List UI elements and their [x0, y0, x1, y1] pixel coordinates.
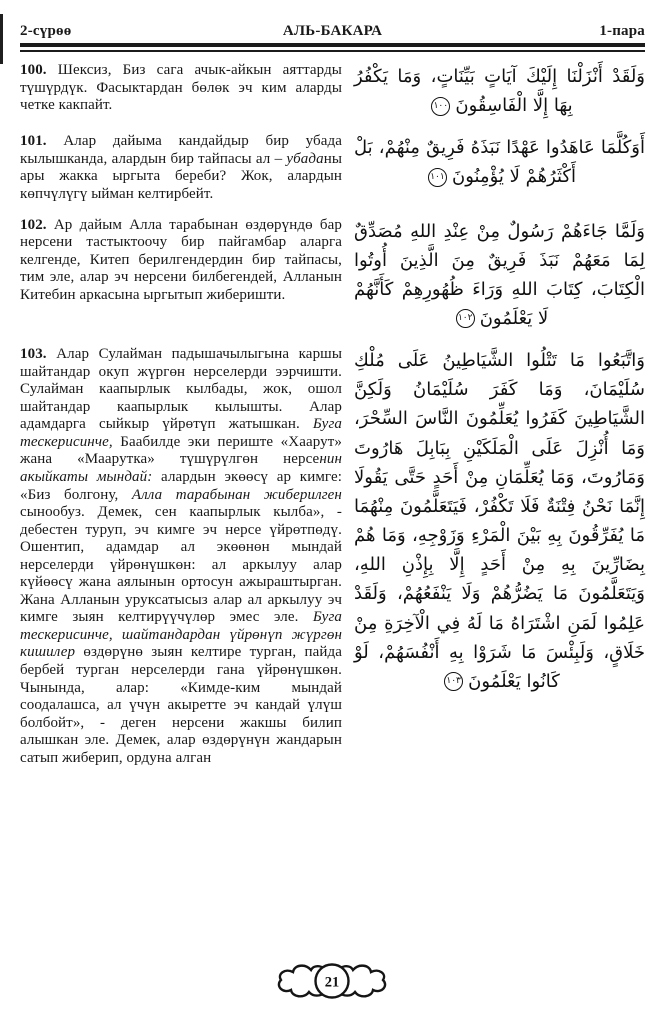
para-number-label: 1-пара	[599, 23, 645, 39]
verse-number: 103.	[20, 346, 47, 363]
page-footer	[270, 960, 394, 1007]
kyrgyz-translation-paragraph	[20, 217, 342, 305]
verse-row	[20, 217, 645, 334]
verse-row	[20, 62, 645, 120]
kyrgyz-segment: сынообуз. Демек, сен каапырлык кылба», - дебестен туруп, эч кимге эч нерсе үйрөтпөдү. Ошентип, адамдар ал экөөнөн мындай нерселерди үйрөнүшкөн: ал аркылуу алар күйөөсү жана аялынын ортосун ажыраштырган. Жана Алланын уруксатысыз алар ал аркылуу эч кимге зыян келтирүүчүлөр эмес эле.	[20, 504, 342, 626]
kyrgyz-translation-paragraph	[20, 133, 342, 203]
arabic-verse-paragraph	[354, 346, 645, 696]
arabic-text: وَلَمَّا جَاءَهُمْ رَسُولٌ مِنْ عِنْدِ اللهِ مُصَدِّقٌ لِمَا مَعَهُمْ نَبَذَ فَرِيقٌ مِنَ الَّذِينَ أُوتُوا الْكِتَابَ، كِتَابَ اللهِ وَرَاءَ ظُهُورِهِمْ كَأَنَّهُمْ لَا يَعْلَمُونَ	[354, 220, 645, 329]
arabic-text: وَاتَّبَعُوا مَا تَتْلُوا الشَّيَاطِينُ عَلَى مُلْكِ سُلَيْمَانَ، وَمَا كَفَرَ سُلَيْمَانُ وَلَكِنَّ الشَّيَاطِينَ كَفَرُوا يُعَلِّمُونَ النَّاسَ السِّحْرَ، وَمَا أُنْزِلَ عَلَى الْمَلَكَيْنِ بِبَابِلَ هَارُوتَ وَمَارُوتَ، وَمَا يُعَلِّمَانِ مِنْ أَحَدٍ حَتَّى يَقُولَا إِنَّمَا نَحْنُ فِتْنَةٌ فَلَا تَكْفُرْ، فَيَتَعَلَّمُونَ مِنْهُمَا مَا يُفَرِّقُونَ بِهِ بَيْنَ الْمَرْءِ وَزَوْجِهِ، وَمَا هُمْ بِضَارِّينَ بِهِ مِنْ أَحَدٍ إِلَّا بِإِذْنِ اللهِ، وَيَتَعَلَّمُونَ مَا يَضُرُّهُمْ وَلَا يَنْفَعُهُمْ، وَلَقَدْ عَلِمُوا لَمَنِ اشْتَرَاهُ مَا لَهُ فِي الْآخِرَةِ مِنْ خَلَاقٍ، وَلَبِئْسَ مَا شَرَوْا بِهِ أَنْفُسَهُمْ، لَوْ كَانُوا يَعْلَمُونَ	[354, 350, 645, 692]
verse-row	[20, 133, 645, 203]
kyrgyz-segment: Шексиз, Биз сага ачык-айкын аяттарды түшүрдүк. Фасыктардан бөлөк эч ким аларды четке какпайт.	[20, 62, 342, 114]
kyrgyz-italic-segment: Алла тарабынан жиберилген	[131, 486, 342, 503]
kyrgyz-segment: алардын экөөсү ар кимге: «Биз болгону,	[20, 468, 342, 503]
arabic-verse-paragraph	[354, 133, 645, 191]
verse-number-space	[47, 346, 57, 362]
scan-edge-artifact	[0, 14, 3, 64]
page-number-ornament	[270, 960, 394, 1002]
kyrgyz-translation-paragraph	[20, 346, 342, 767]
kyrgyz-italic-segment: убада	[286, 150, 324, 167]
surah-title: АЛЬ-БАКАРА	[282, 23, 383, 39]
surah-number-label: 2-сүрөө	[20, 23, 72, 39]
kyrgyz-italic-segment: Буга тескерисинче,	[20, 416, 342, 450]
ayah-number-badge: ١٠٠	[431, 97, 450, 116]
kyrgyz-text	[20, 62, 342, 113]
page-header	[20, 0, 645, 40]
verse-number: 101.	[20, 133, 47, 150]
arabic-verse-paragraph	[354, 62, 645, 120]
kyrgyz-segment: Баабилде эки периште «Хаарут» жана «Маарутка» түшүрүлгөн нерсе	[20, 433, 342, 468]
verse-number-space	[47, 133, 64, 149]
kyrgyz-segment: Алар дайыма кандайдыр бир убада кылышканда, алардын бир тайпасы ал –	[20, 133, 342, 167]
verse-number: 100.	[20, 62, 47, 78]
kyrgyz-italic-segment: нин акыйкаты мындай:	[20, 451, 342, 485]
kyrgyz-text	[20, 346, 342, 766]
kyrgyz-italic-segment: Буга тескерисинче, шайтандардан үйрөнүп жүргөн кишилер	[20, 609, 342, 661]
kyrgyz-segment: Ар дайым Алла тарабынан өздөрүндө бар нерсени тастыктоочу бир пайгамбар аларга келгенде, Китеп берилгендердин бир тайпасы, тим эле, алар эч нерсени билбегендей, Алланын Китебин аркасына ыргытып жиберишти.	[20, 216, 343, 303]
verses-container	[20, 62, 645, 767]
verse-number-space	[47, 217, 54, 233]
ayah-number-badge: ١٠٢	[456, 309, 475, 328]
kyrgyz-segment: Алар Сулайман падышачылыгына каршы шайтандар окуп жүргөн нерселерди ээрчишти. Сулайман каапырлык кылбады, жок, ошол шайтандар каапырлык кылышты. Алар адамдарга сыйкыр үйрөтүп жатышкан.	[20, 346, 342, 433]
verse-row	[20, 346, 645, 767]
arabic-text: وَلَقَدْ أَنْزَلْنَا إِلَيْكَ آيَاتٍ بَيِّنَاتٍ، وَمَا يَكْفُرُ بِهَا إِلَّا الْفَاسِقُونَ	[354, 66, 645, 117]
kyrgyz-segment: ны ары жакка ыргыта береби? Жок, алардын көпчүлүгү ыйман келтирбейт.	[20, 150, 342, 202]
kyrgyz-segment: өздөрүнө зыян келтире турган, пайда бербей турган нерселерди гана үйрөнүшкөн. Чынында, алар: «Кимде-ким мындай соодалашса, ал үчүн акыретте эч кандай үлүш болбойт», - деген нерсени жакшы билип алышкан эле. Демек, алар өздөрүнүн жандарын сатып жиберип, ордуна алган	[20, 644, 342, 766]
arabic-verse-paragraph	[354, 217, 645, 334]
kyrgyz-translation-paragraph	[20, 62, 342, 115]
verse-number-space	[47, 62, 58, 78]
arabic-text: أَوَكُلَّمَا عَاهَدُوا عَهْدًا نَبَذَهُ فَرِيقٌ مِنْهُمْ، بَلْ أَكْثَرُهُمْ لَا يُؤْمِنُونَ	[354, 137, 645, 188]
verse-number: 102.	[20, 216, 47, 233]
ayah-number-badge: ١٠٣	[444, 672, 463, 691]
kyrgyz-text	[20, 217, 342, 303]
ayah-number-badge: ١٠١	[428, 168, 447, 187]
page-number: 21	[324, 974, 339, 991]
kyrgyz-text	[20, 133, 342, 202]
header-divider-rule	[20, 43, 645, 52]
